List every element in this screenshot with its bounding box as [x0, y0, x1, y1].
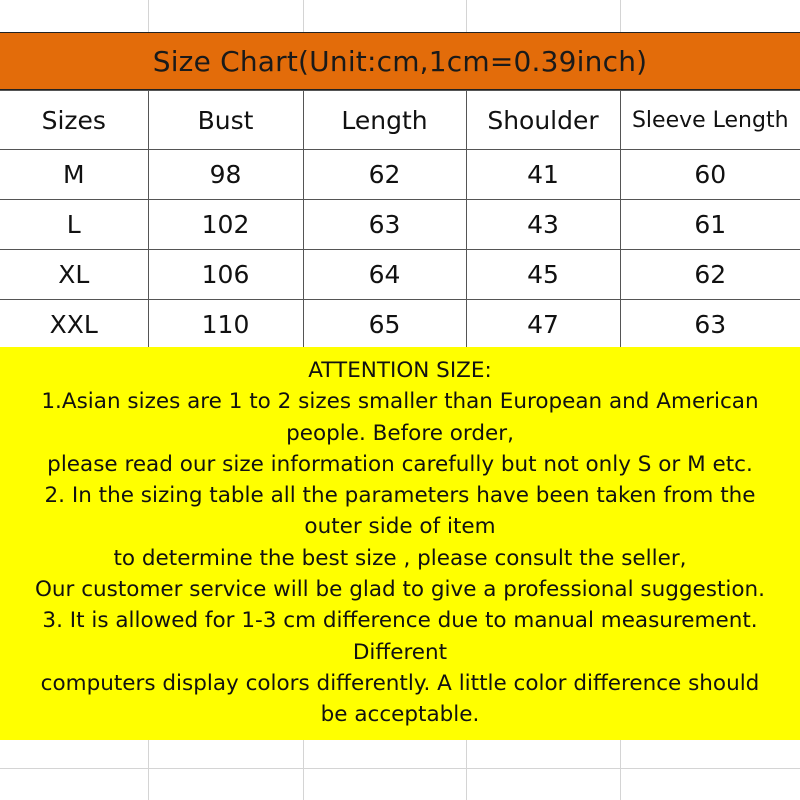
column-header-sleeve-length: Sleeve Length: [620, 91, 800, 150]
notice-line: outer side of item: [304, 514, 496, 540]
grid-line: [466, 740, 467, 800]
table-cell-shoulder: 43: [466, 200, 620, 250]
grid-line: [148, 0, 149, 32]
attention-notice: [0, 347, 800, 740]
table-header-row: [0, 91, 800, 150]
notice-line: 3. It is allowed for 1-3 cm difference due to manual measurement.: [42, 608, 758, 634]
notice-line: to determine the best size , please consult the seller,: [113, 545, 687, 571]
table-row: [0, 200, 800, 250]
table-cell-sleeve-length: 61: [620, 200, 800, 250]
table-cell-shoulder: 45: [466, 250, 620, 300]
background-grid-top: [0, 0, 800, 32]
table-cell-sleeve-length: 62: [620, 250, 800, 300]
table-cell-sleeve-length: 63: [620, 300, 800, 350]
column-header-shoulder: Shoulder: [466, 91, 620, 150]
grid-line: [303, 740, 304, 800]
notice-line: Different: [352, 639, 448, 665]
grid-line: [0, 768, 800, 769]
column-header-bust: Bust: [148, 91, 303, 150]
notice-line: 2. In the sizing table all the parameters have been taken from the: [44, 483, 756, 509]
size-table: [0, 90, 800, 350]
table-row: [0, 300, 800, 350]
table-cell-size: XXL: [0, 300, 148, 350]
grid-line: [620, 740, 621, 800]
table-cell-length: 62: [303, 150, 466, 200]
grid-line: [466, 0, 467, 32]
column-header-sizes: Sizes: [0, 91, 148, 150]
size-chart: [0, 32, 800, 350]
notice-line: please read our size information carefully but not only S or M etc.: [47, 451, 753, 477]
notice-line: Our customer service will be glad to give a professional suggestion.: [35, 577, 765, 603]
notice-line: computers display colors differently. A little color difference should: [40, 670, 760, 696]
table-cell-bust: 110: [148, 300, 303, 350]
table-cell-length: 63: [303, 200, 466, 250]
table-cell-size: L: [0, 200, 148, 250]
notice-line: be acceptable.: [320, 702, 480, 728]
table-row: [0, 250, 800, 300]
notice-heading: ATTENTION SIZE:: [308, 358, 492, 383]
table-cell-bust: 106: [148, 250, 303, 300]
notice-line: 1.Asian sizes are 1 to 2 sizes smaller than European and American: [41, 389, 759, 415]
grid-line: [620, 0, 621, 32]
table-cell-size: M: [0, 150, 148, 200]
column-header-length: Length: [303, 91, 466, 150]
table-cell-shoulder: 41: [466, 150, 620, 200]
table-cell-length: 65: [303, 300, 466, 350]
table-cell-sleeve-length: 60: [620, 150, 800, 200]
table-cell-bust: 98: [148, 150, 303, 200]
grid-line: [303, 0, 304, 32]
background-grid-bottom: [0, 740, 800, 800]
table-cell-shoulder: 47: [466, 300, 620, 350]
chart-title: Size Chart(Unit:cm,1cm=0.39inch): [0, 32, 800, 90]
table-cell-bust: 102: [148, 200, 303, 250]
table-row: [0, 150, 800, 200]
table-cell-size: XL: [0, 250, 148, 300]
grid-line: [148, 740, 149, 800]
notice-line: people. Before order,: [286, 420, 514, 446]
table-cell-length: 64: [303, 250, 466, 300]
